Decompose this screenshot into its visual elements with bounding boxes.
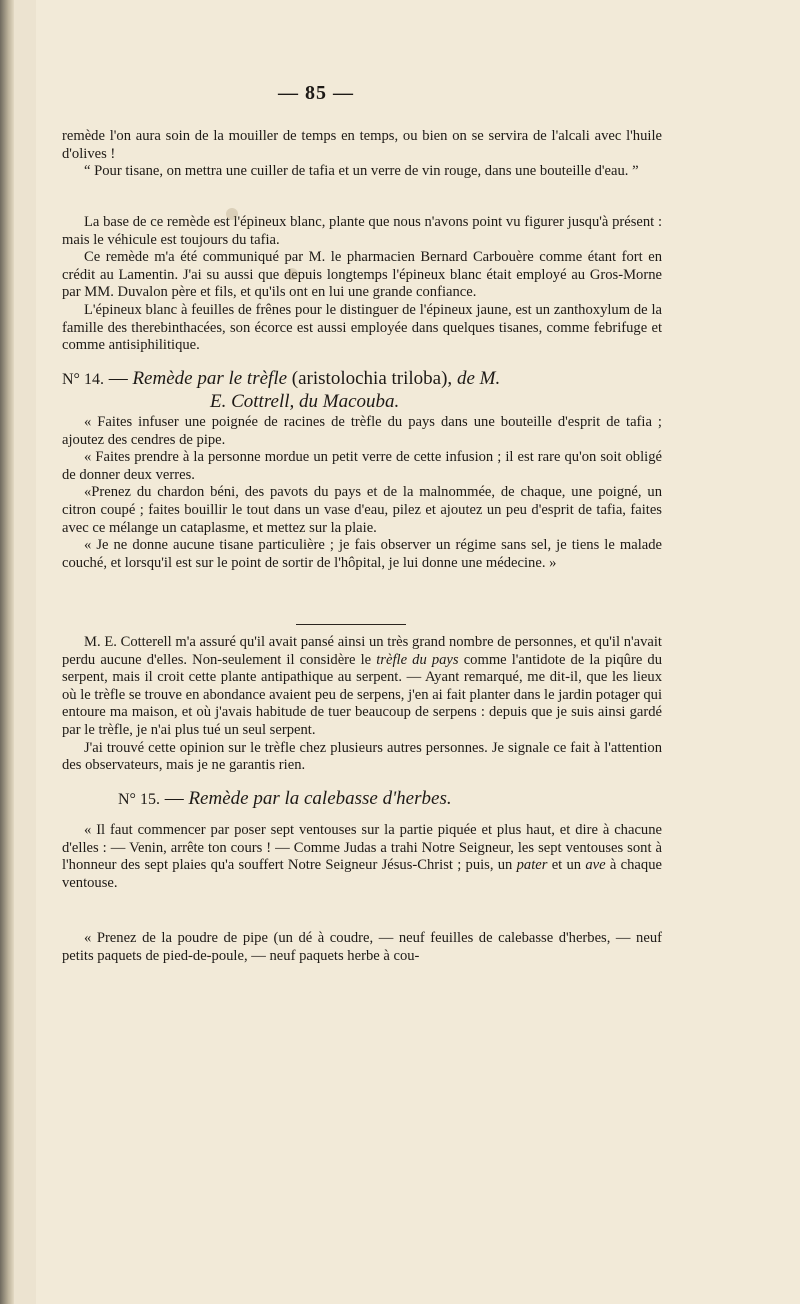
book-spine [0, 0, 14, 1304]
intro-paragraph: “ Pour tisane, on mettra une cuiller de tafia et un verre de vin rouge, dans une bouteille d'eau. ” [84, 163, 639, 180]
intro-text [62, 128, 662, 181]
recipe-paragraph: « Faites infuser une poignée de racines de trèfle du pays dans une bouteille d'esprit de tafia ; ajoutez des cendres de pipe. [62, 414, 662, 448]
recipe-paragraph: «Prenez du chardon béni, des pavots du pays et de la malnommée, de chaque, une poigné, un citron coupé ; faites bouillir le tout dans un vase d'eau, pilez et ajoutez un peu d'esprit de tafia, faites avec ce mélange un cataplasme, et mettez sur la plaie. [62, 484, 662, 536]
section-divider [296, 624, 406, 625]
section-15-continued [62, 930, 662, 965]
section-15-number: N° 15. [118, 791, 160, 808]
book-page [36, 0, 800, 1304]
section-14-latin-name: (aristolochia triloba), [287, 368, 457, 389]
commentary-paragraph: L'épineux blanc à feuilles de frênes pour le distinguer de l'épineux jaune, est un zanthoxylum de la famille des therebinthacées, son écorce est aussi employée dans quelques tisanes, comme febrifuge et comme antisiphilitique. [62, 301, 662, 354]
recipe-paragraph: « Faites prendre à la personne mordue un petit verre de cette infusion ; il est rare qu'on soit obligé de donner deux verres. [62, 449, 662, 483]
commentary-text [62, 214, 662, 355]
section-15-title: Remède par la calebasse d'herbes. [188, 788, 452, 809]
note-paragraph: M. E. Cotterell m'a assuré qu'il avait pansé ainsi un très grand nombre de personnes, et qu'il n'avait perdu aucune d'elles. Non-seulement il considère le trèfle du pays comme l'antidote de la piqûre du serpent, mais il croit cette plante antipathique au serpent. — Ayant remarqué, me dit-il, que les lieux où le trèfle se trouve en abondance avaient peu de serpens, j'en ai fait planter dans le jardin potager qui entoure ma maison, et où j'avais habitude de tuer beaucoup de serpens : depuis que je suis ainsi gardé par le trèfle, je n'ai plus tué un seul serpent. [62, 634, 662, 738]
commentary-paragraph: La base de ce remède est l'épineux blanc, plante que nous n'avons point vu figurer jusqu'à présent : mais le véhicule est toujours du tafia. [62, 214, 662, 248]
section-14-author: E. Cottrell, du Macouba. [210, 391, 400, 412]
commentary-paragraph: Ce remède m'a été communiqué par M. le pharmacien Bernard Carbouère comme étant fort en crédit au Lamentin. J'ai su aussi que depuis longtemps l'épineux blanc était employé au Gros-Morne par MM. Duvalon père et fils, et qu'ils ont en lui une grande confiance. [62, 249, 662, 301]
recipe-paragraph: « Prenez de la poudre de pipe (un dé à coudre, — neuf feuilles de calebasse d'herbes, — neuf petits paquets de pied-de-poule, — neuf paquets herbe à cou- [62, 930, 662, 964]
section-14-heading [62, 368, 662, 413]
page-number: — 85 — [278, 82, 354, 104]
intro-paragraph: remède l'on aura soin de la mouiller de temps en temps, ou bien on se servira de l'alcali avec l'huile d'olives ! [62, 128, 662, 162]
section-14-recipe [62, 414, 662, 572]
paper-stain [226, 208, 238, 220]
recipe-paragraph: « Je ne donne aucune tisane particulière ; je fais observer un régime sans sel, je tiens le malade couché, et lorsqu'il est sur le point de sortir de l'hôpital, je lui donne une médecine. » [62, 537, 662, 571]
section-14-title-line1: N° 14. — Remède par le trèfle (aristolochia triloba), de M. [62, 368, 501, 389]
recipe-paragraph: « Il faut commencer par poser sept ventouses sur la partie piquée et plus haut, et dire à chacune d'elles : — Venin, arrête ton cours ! — Comme Judas a trahi Notre Seigneur, les sept ventouses sont à l'honneur des sept plaies qu'a souffert Notre Seigneur Jésus-Christ ; puis, un pater et un ave à chaque ventouse. [62, 822, 662, 891]
section-14-number: N° 14. [62, 371, 104, 388]
section-15-heading: N° 15. — Remède par la calebasse d'herbes. [118, 788, 452, 809]
section-14-notes [62, 634, 662, 775]
section-15-recipe [62, 822, 662, 892]
note-paragraph: J'ai trouvé cette opinion sur le trèfle chez plusieurs autres personnes. Je signale ce fait à l'attention des observateurs, mais je ne garantis rien. [62, 739, 662, 774]
paper-stain [286, 268, 298, 280]
section-14-title: Remède par le trèfle [132, 368, 288, 389]
